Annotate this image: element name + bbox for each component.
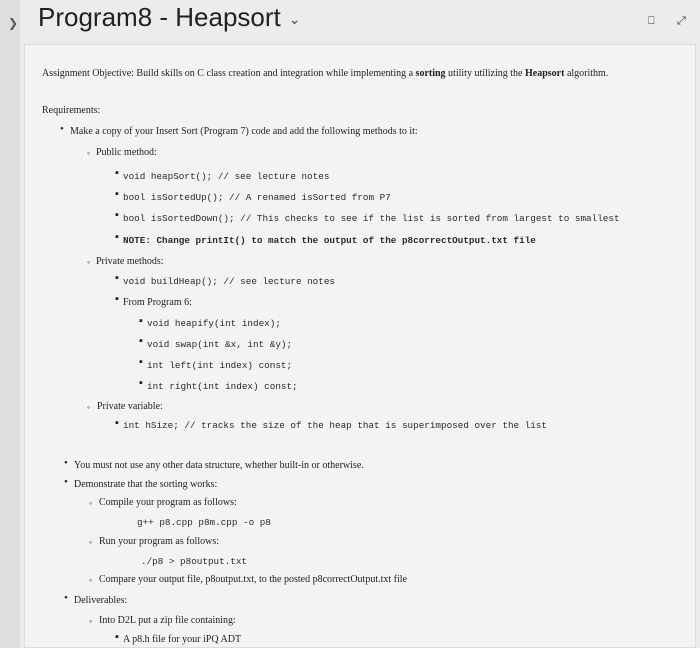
d2l-deliverable-item: A p8.h file for your iPQ ADT (123, 634, 242, 645)
circle-bullet-icon: ◦ (89, 575, 93, 585)
bullet-icon: ▪ (115, 188, 119, 200)
deliverables-label: Deliverables: (74, 595, 128, 606)
run-label: Run your program as follows: (99, 536, 219, 547)
compare-instruction: Compare your output file, p8output.txt, to the posted p8correctOutput.txt file (99, 574, 407, 585)
circle-bullet-icon: ◦ (87, 148, 91, 158)
bullet-icon: ▪ (139, 377, 143, 389)
public-method: bool isSortedUp(); // A renamed isSorted from P7 (123, 192, 391, 203)
bullet-icon: ▪ (115, 209, 119, 221)
public-method-label: Public method: (96, 147, 157, 158)
private-method: void buildHeap(); // see lecture notes (123, 276, 336, 287)
bullet-icon: ▪ (115, 167, 119, 179)
run-command: ./p8 > p8output.txt (141, 556, 248, 567)
left-panel-strip (0, 0, 20, 648)
circle-bullet-icon: ◦ (89, 616, 93, 626)
bullet-icon: • (60, 123, 64, 135)
program6-method: int left(int index) const; (147, 360, 293, 371)
copy-code-item: Make a copy of your Insert Sort (Program 7) code and add the following methods to it: (70, 126, 418, 137)
bullet-icon: ▪ (139, 335, 143, 347)
from-program6-label: From Program 6: (123, 297, 192, 308)
chevron-down-icon[interactable]: ⌄ (288, 10, 301, 27)
circle-bullet-icon: ◦ (87, 257, 91, 267)
assignment-content (24, 44, 696, 648)
bullet-icon: • (64, 476, 68, 488)
bookmark-icon[interactable]: ⎕ (648, 14, 655, 27)
bullet-icon: ▪ (115, 231, 119, 243)
bullet-icon: ▪ (115, 417, 119, 429)
public-method: void heapSort(); // see lecture notes (123, 171, 330, 182)
bullet-icon: ▪ (115, 272, 119, 284)
bullet-icon: • (64, 592, 68, 604)
bullet-icon: ▪ (139, 356, 143, 368)
program6-method: void heapify(int index); (147, 318, 281, 329)
program6-method: int right(int index) const; (147, 381, 298, 392)
no-other-ds-rule: You must not use any other data structure, whether built-in or otherwise. (74, 460, 364, 471)
bullet-icon: ▪ (115, 631, 119, 643)
public-method: bool isSortedDown(); // This checks to see if the list is sorted from largest to smallest (123, 213, 620, 224)
bullet-icon: • (64, 457, 68, 469)
requirements-heading: Requirements: (42, 105, 101, 116)
expand-icon[interactable]: ⤢ (677, 14, 686, 27)
page-header (20, 0, 700, 40)
bullet-icon: ▪ (139, 315, 143, 327)
page-title[interactable]: Program8 - Heapsort ⌄ (38, 2, 301, 32)
circle-bullet-icon: ◦ (89, 498, 93, 508)
private-variable-label: Private variable: (97, 401, 163, 412)
private-variable: int hSize; // tracks the size of the heap that is superimposed over the list (123, 420, 548, 431)
demonstrate-label: Demonstrate that the sorting works: (74, 479, 218, 490)
compile-command: g++ p8.cpp p8m.cpp -o p8 (137, 517, 271, 528)
collapse-chevron-icon[interactable]: ❯ (8, 16, 19, 30)
assignment-objective: Assignment Objective: Build skills on C class creation and integration while implementing a sorting utility utilizing the Heapsort algorithm. (42, 68, 609, 79)
circle-bullet-icon: ◦ (87, 402, 91, 412)
private-methods-label: Private methods: (96, 256, 164, 267)
public-method-note: NOTE: Change printIt() to match the output of the p8correctOutput.txt file (123, 235, 536, 246)
program6-method: void swap(int &x, int &y); (147, 339, 293, 350)
d2l-instruction: Into D2L put a zip file containing: (99, 615, 236, 626)
compile-label: Compile your program as follows: (99, 497, 237, 508)
bullet-icon: ▪ (115, 293, 119, 305)
circle-bullet-icon: ◦ (89, 537, 93, 547)
